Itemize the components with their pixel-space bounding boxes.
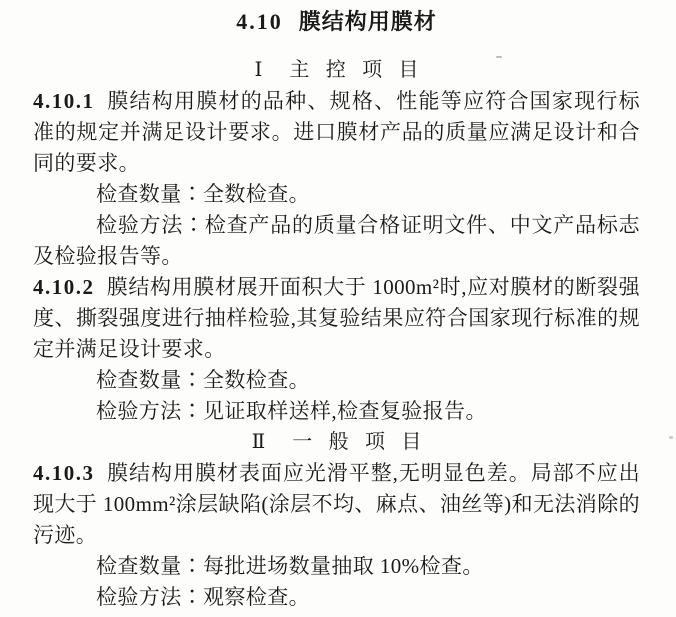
check-quantity-note-4-10-3: 检查数量∶每批进场数量抽取 10%检查。	[96, 554, 484, 578]
check-quantity-note-4-10-1: 检查数量∶全数检查。	[96, 182, 310, 206]
clause-4-10-1	[33, 86, 640, 179]
general-items-group	[33, 427, 640, 613]
check-quantity-note-4-10-2: 检查数量∶全数检查。	[96, 368, 310, 392]
scan-artifact-speck	[70, 541, 75, 543]
clause-number-4-10-3: 4.10.3	[33, 461, 95, 485]
clause-text-4-10-3: 膜结构用膜材表面应光滑平整,无明显色差。局部不应出现大于 100mm²涂层缺陷(涂层不均、麻点、油丝等)和无法消除的污迹。	[33, 461, 640, 547]
subsection-heading-major-control	[33, 55, 640, 86]
heading-numeral-2: Ⅱ	[251, 431, 266, 453]
heading-label-major-control: 主控项目	[289, 59, 435, 81]
clause-4-10-2	[33, 272, 640, 365]
check-method-note-4-10-3: 检验方法∶观察检查。	[96, 585, 310, 609]
clause-number-4-10-1: 4.10.1	[33, 89, 95, 113]
section-name: 膜结构用膜材	[298, 9, 437, 34]
check-method-note-4-10-1: 检验方法∶检查产品的质量合格证明文件、中文产品标志及检验报告等。	[33, 213, 640, 268]
subsection-heading-general	[33, 427, 640, 458]
check-method-note-4-10-2: 检验方法∶见证取样送样,检查复验报告。	[96, 399, 487, 423]
scan-artifact-speck	[496, 56, 502, 58]
heading-numeral-1: Ⅰ	[254, 59, 263, 81]
section-number: 4.10	[236, 9, 283, 34]
major-control-items-group	[33, 55, 640, 427]
clause-number-4-10-2: 4.10.2	[33, 275, 95, 299]
clause-text-4-10-1: 膜结构用膜材的品种、规格、性能等应符合国家现行标准的规定并满足设计要求。进口膜材产品的质量应满足设计和合同的要求。	[33, 89, 640, 175]
heading-label-general: 一般项目	[292, 431, 438, 453]
scan-artifact-speck	[669, 436, 673, 439]
clause-4-10-3	[33, 458, 640, 551]
clause-text-4-10-2: 膜结构用膜材展开面积大于 1000m²时,应对膜材的断裂强度、撕裂强度进行抽样检验,其复验结果应符合国家现行标准的规定并满足设计要求。	[33, 275, 640, 361]
section-title	[33, 6, 640, 37]
